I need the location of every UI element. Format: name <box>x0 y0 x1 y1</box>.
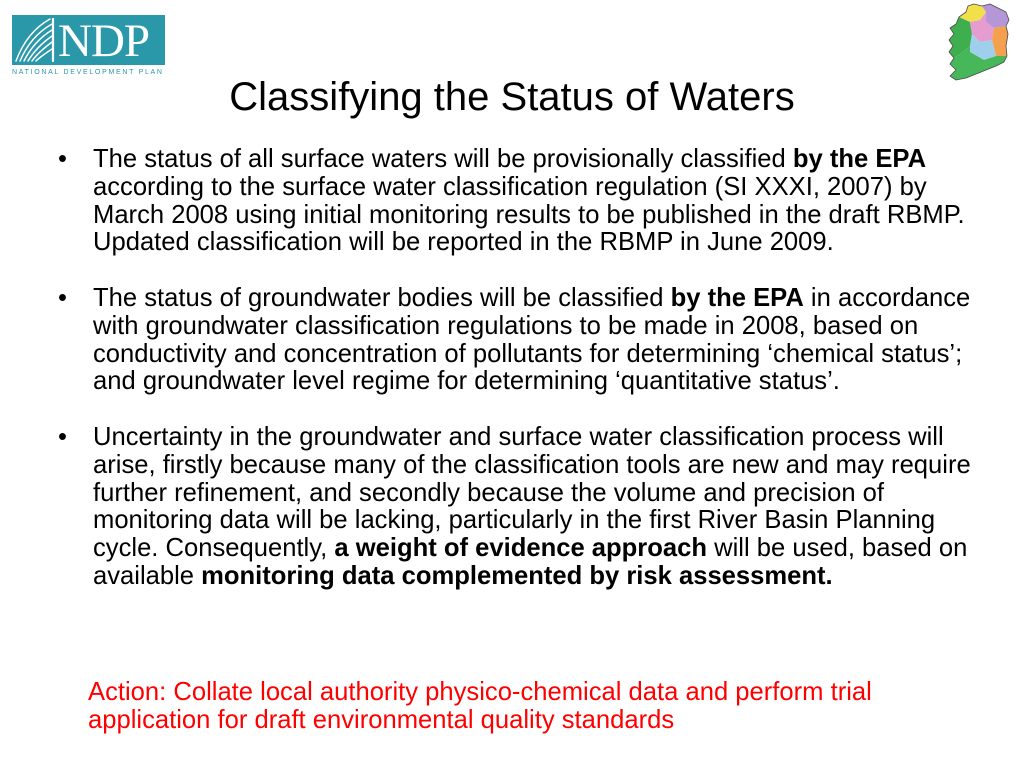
line-emphasis: by the EPA <box>792 145 927 173</box>
line-text: Updated classification will be reported in the RBMP in June 2009. <box>93 228 834 257</box>
bullet-line <box>93 174 993 202</box>
line-text: The status of all surface waters will be provisionally classified <box>93 145 793 173</box>
line-text: monitoring data will be lacking, particularly in the first River Basin Planning <box>93 506 936 535</box>
line-emphasis: by the EPA <box>670 283 804 312</box>
bullet-line <box>93 563 993 591</box>
line-text: The status of groundwater bodies will be classified <box>93 283 671 312</box>
line-text: available <box>93 561 202 590</box>
line-emphasis: a weight of evidence approach <box>334 534 707 563</box>
bullet-line <box>93 229 993 257</box>
bullet-item <box>58 422 993 591</box>
line-text: according to the surface water classification regulation (SI XXXI, 2007) by <box>93 172 927 201</box>
logo-wordmark: NDP <box>58 15 150 67</box>
action-line: application for draft environmental quality standards <box>88 706 675 734</box>
line-text: with groundwater classification regulations to be made in 2008, based on <box>93 311 919 340</box>
logo-tagline: NATIONAL DEVELOPMENT PLAN <box>12 69 164 76</box>
action-line: Action: Collate local authority physico-chemical data and perform trial <box>88 678 872 706</box>
line-text: conductivity and concentration of pollutants for determining ‘chemical status’; <box>93 339 963 368</box>
bullet-marker: • <box>58 283 67 312</box>
bullet-line <box>93 507 993 535</box>
line-text: will be used, based on <box>707 534 968 563</box>
line-text: further refinement, and secondly because the volume and precision of <box>93 478 885 507</box>
line-text: March 2008 using initial monitoring results to be published in the draft RBMP. <box>93 200 965 229</box>
line-text: and groundwater level regime for determining ‘quantitative status’. <box>93 367 840 396</box>
bullet-item <box>58 283 993 396</box>
bullet-line <box>93 424 993 452</box>
bullet-line <box>93 146 993 174</box>
bullet-line <box>93 341 993 369</box>
action-note <box>88 678 872 734</box>
bullet-line <box>93 285 993 313</box>
ndp-logo <box>12 15 165 77</box>
logo-badge <box>12 15 165 65</box>
bullet-line <box>93 313 993 341</box>
line-text: cycle. Consequently, <box>93 534 335 563</box>
bullet-line <box>93 202 993 230</box>
line-text: arise, firstly because many of the classification tools are new and may require <box>93 450 971 479</box>
line-text: Uncertainty in the groundwater and surface water classification process will <box>93 422 944 451</box>
bullet-line <box>93 535 993 563</box>
slide-title: Classifying the Status of Waters <box>229 75 795 119</box>
bullet-line <box>93 368 993 396</box>
bullet-list <box>58 145 993 591</box>
bullet-item <box>58 145 993 257</box>
bullet-line <box>93 480 993 508</box>
bullet-marker: • <box>58 422 67 451</box>
line-text: in accordance <box>803 283 971 312</box>
line-emphasis: monitoring data complemented by risk assessment. <box>201 561 833 590</box>
bullet-marker: • <box>58 145 67 173</box>
ireland-map-icon <box>946 2 1016 82</box>
bullet-line <box>93 452 993 480</box>
